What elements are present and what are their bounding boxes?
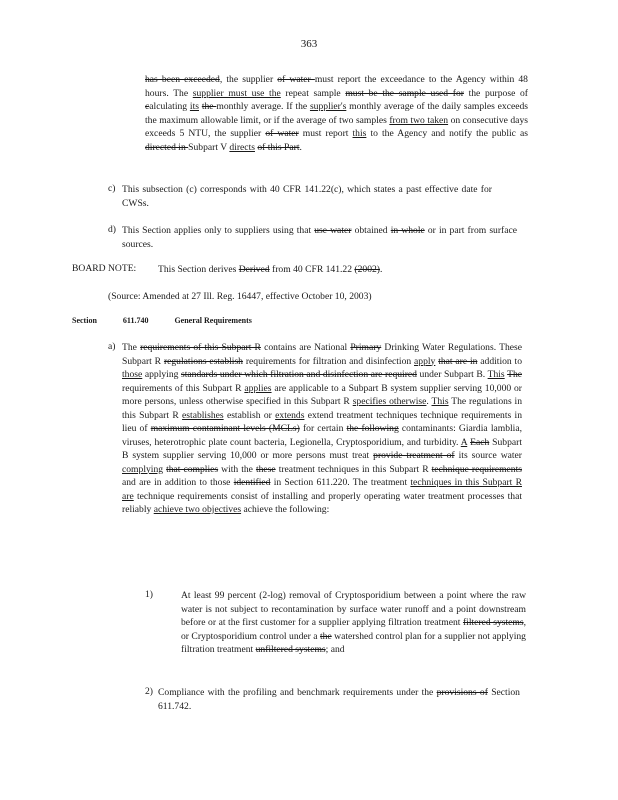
deleted-text: of water [265, 128, 299, 139]
body-text: This Section applies only to suppliers using that [122, 225, 315, 236]
body-text: its source water [454, 450, 522, 461]
deleted-text: identified [233, 477, 271, 488]
body-text: to the Agency and notify the public as [366, 128, 528, 139]
body-text: from 40 CFR 141.22 [269, 264, 355, 275]
deleted-text: requirements of this Subpart R [140, 342, 261, 353]
body-text: addition to [477, 355, 523, 367]
deleted-text: the [320, 630, 332, 642]
deleted-text: directed in [145, 141, 189, 153]
paragraph-d-label: d) [108, 224, 116, 235]
inserted-text: directs [229, 141, 255, 153]
section-number: 611.740 [122, 316, 149, 325]
body-text: technique requirements consist of installing and properly operating water treatment processes that reliably [122, 490, 522, 515]
body-text: achieve the following: [241, 504, 330, 515]
body-text: ; and [325, 644, 345, 655]
inserted-text: supplier must use the [192, 87, 281, 99]
paragraph-a2-label: a) [108, 341, 116, 352]
deleted-text: provide treatment of [373, 450, 455, 461]
deleted-text: that complies [166, 463, 219, 475]
deleted-text: that are in [438, 355, 478, 367]
body-text: with the [218, 463, 256, 475]
item-2-label: 2) [145, 686, 153, 697]
deleted-text: maximum contaminant levels (MCLs) [150, 423, 300, 434]
deleted-text: c [145, 101, 150, 112]
inserted-text: from two taken [389, 114, 449, 126]
body-text: monthly average. If the [216, 101, 310, 112]
body-text: in Section 611.220. The treatment [270, 477, 411, 488]
board-note [158, 263, 458, 277]
body-text: extend treatment techniques technique requirements in lieu of [122, 409, 522, 434]
paragraph-d [122, 224, 517, 251]
inserted-text: establishes [182, 409, 224, 421]
inserted-text: techniques in this Subpart R are [122, 477, 522, 502]
body-text: This Section derives [158, 264, 239, 275]
deleted-text: must be the sample used for [345, 87, 464, 99]
inserted-text: extends [275, 409, 305, 421]
item-2 [158, 686, 520, 713]
body-text: This subsection (c) corresponds with 40 CFR 141.22(c), which states a past effective date for CWSs. [122, 184, 492, 209]
inserted-text: supplier's [309, 101, 347, 112]
body-text: contaminants: Giardia lamblia, viruses, heterotrophic plate count bacteria, Legionella, Cryptosporidium, and turbidity. [122, 423, 522, 448]
inserted-text: this [352, 128, 367, 139]
inserted-text: those [122, 369, 143, 380]
body-text: on consecutive days exceeds 5 NTU, the supplier [145, 114, 528, 139]
item-1-label: 1) [145, 589, 153, 600]
section-heading [72, 316, 276, 325]
body-text: Drinking Water Regulations. These Subpart R [122, 342, 522, 367]
body-text: must report the exceedance to the Agency within 48 hours. The [145, 74, 528, 99]
board-note-label: BOARD NOTE: [72, 263, 137, 274]
section-label: Section [72, 316, 97, 325]
body-text: The [122, 342, 141, 353]
body-text: . [379, 264, 383, 275]
deleted-text: use water [314, 225, 352, 236]
body-text: . [299, 141, 302, 153]
paragraph-c [122, 183, 492, 210]
deleted-text: these [255, 463, 276, 475]
deleted-text: (2002) [354, 264, 380, 275]
body-text: contains are National [260, 342, 351, 353]
deleted-text: of this Part [257, 141, 300, 153]
deleted-text: regulations establish [163, 355, 243, 367]
body-text: and are in addition to those [122, 477, 234, 488]
body-text: monthly average of the daily samples exceeds the maximum allowable limit, or if the average of two samples [145, 101, 529, 126]
body-text: alculating [149, 101, 190, 112]
deleted-text: unfiltered systems [255, 644, 326, 655]
body-text: requirements for filtration and disinfection [242, 355, 415, 367]
body-text: watershed control plan for a supplier not applying filtration treatment [181, 630, 526, 655]
deleted-text: the [201, 101, 217, 112]
body-text: The regulations in this Subpart R [122, 396, 523, 421]
body-text: applying [142, 369, 181, 380]
body-text: under Subpart B. [416, 369, 488, 380]
inserted-text: applies [244, 382, 272, 394]
body-text: establish or [223, 409, 276, 421]
deleted-text: provisions of [436, 687, 488, 698]
body-text: treatment techniques in this Subpart R [275, 463, 432, 475]
deleted-text: in whole [390, 225, 425, 236]
deleted-text: of water [277, 74, 315, 85]
paragraph-c-label: c) [108, 183, 116, 194]
item-1 [181, 589, 526, 657]
deleted-text: Each [470, 436, 490, 448]
body-text: are applicable to a Subpart B system supplier serving 10,000 or more persons, unless otherwise specified in this Subpart R [122, 382, 523, 407]
body-text: Section 611.742. [158, 687, 520, 712]
body-text: At least 99 percent (2-log) removal of Cryptosporidium between a point where the raw water is not subject to recontamination by surface water runoff and a point downstream before or at the first customer for a supplier applying filtration treatment [181, 590, 526, 628]
deleted-text: technique requirements [431, 463, 522, 475]
body-text: or in part from surface sources. [122, 225, 518, 250]
inserted-text: complying [122, 463, 164, 475]
body-text: must report [298, 128, 353, 139]
body-text: requirements of this Subpart R [122, 382, 245, 394]
deleted-text: the following [346, 423, 399, 434]
section-title: General Requirements [174, 316, 252, 325]
page-number: 363 [300, 38, 318, 50]
paragraph-a-continued [145, 73, 528, 154]
body-text: the purpose of [463, 87, 528, 99]
paragraph-a2 [122, 341, 522, 517]
deleted-text: has been exceeded [145, 74, 220, 85]
inserted-text: A [460, 436, 468, 448]
deleted-text: Primary [350, 342, 382, 353]
deleted-text: Derived [238, 264, 270, 275]
body-text: , or Cryptosporidium control under a [181, 617, 526, 642]
inserted-text: apply [414, 355, 436, 367]
body-text: Subpart B system supplier serving 10,000 or more persons must treat [122, 436, 522, 461]
body-text: repeat sample [280, 87, 346, 99]
body-text: obtained [351, 225, 391, 236]
inserted-text: achieve two objectives [153, 504, 242, 515]
body-text: for certain [299, 423, 347, 434]
body-text: Compliance with the profiling and benchmark requirements under the [158, 687, 437, 698]
body-text: Subpart V [188, 141, 230, 153]
inserted-text: its [189, 101, 199, 112]
inserted-text: This [431, 396, 449, 407]
deleted-text: The [507, 369, 522, 380]
inserted-text: This [487, 369, 505, 380]
source-note: (Source: Amended at 27 Ill. Reg. 16447, effective October 10, 2003) [108, 291, 372, 302]
deleted-text: standards under which filtration and disinfection are required [181, 369, 417, 380]
body-text: . [426, 396, 432, 407]
inserted-text: specifies otherwise [352, 396, 427, 407]
body-text: , the supplier [219, 74, 278, 85]
deleted-text: filtered systems [462, 617, 524, 628]
